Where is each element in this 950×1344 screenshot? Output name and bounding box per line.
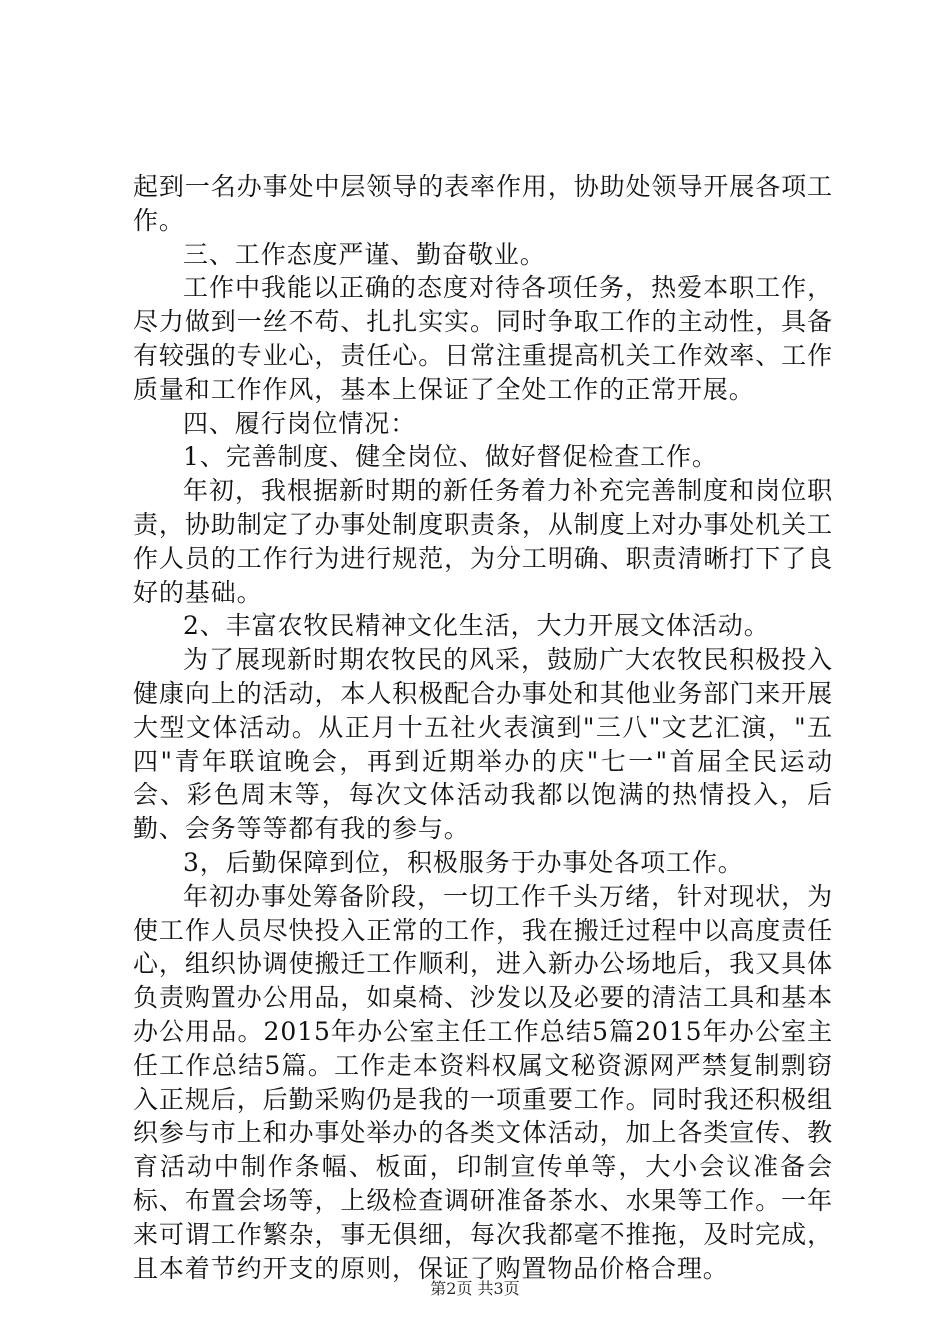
paragraph-8: 为了展现新时期农牧民的风采，鼓励广大农牧民积极投入健康向上的活动，本人积极配合办事处和其他业务部门来开展大型文体活动。从正月十五社火表演到"三八"文艺汇演，"五四"青年联谊晚会，再到近期举办的庆"七一"首届全民运动会、彩色周末等，每次文体活动我都以饱满的热情投入，后勤、会务等等都有我的参与。 <box>133 645 833 844</box>
paragraph-7-subheading: 2、丰富农牧民精神文化生活，大力开展文体活动。 <box>183 611 770 641</box>
paragraph-4-heading: 四、履行岗位情况： <box>183 408 417 438</box>
paragraph-9-subheading: 3，后勤保障到位，积极服务于办事处各项工作。 <box>183 847 744 877</box>
paragraph-2-heading: 三、工作态度严谨、勤奋敬业。 <box>183 239 546 269</box>
paragraph-3: 工作中我能以正确的态度对待各项任务，热爱本职工作，尽力做到一丝不苟、扎扎实实。同时争取工作的主动性，具备有较强的专业心，责任心。日常注重提高机关工作效率、工作质量和工作作风，基本上保证了全处工作的正常开展。 <box>133 273 833 404</box>
document-body <box>133 170 833 1285</box>
page-number-footer: 第2页 共3页 <box>430 1279 520 1298</box>
paragraph-10: 年初办事处筹备阶段，一切工作千头万绪，针对现状，为使工作人员尽快投入正常的工作，我在搬迁过程中以高度责任心，组织协调使搬迁工作顺利，进入新办公场地后，我又具体负责购置办公用品，如桌椅、沙发以及必要的清洁工具和基本办公用品。2015年办公室主任工作总结5篇2015年办公室主任工作总结5篇。工作走本资料权属文秘资源网严禁复制剽窃入正规后，后勤采购仍是我的一项重要工作。同时我还积极组织参与市上和办事处举办的各类文体活动，加上各类宣传、教育活动中制作条幅、板面，印制宣传单等，大小会议准备会标、布置会场等，上级检查调研准备茶水、水果等工作。一年来可谓工作繁杂，事无俱细，每次我都毫不推拖，及时完成，且本着节约开支的原则，保证了购置物品价格合理。 <box>133 881 833 1283</box>
paragraph-6: 年初，我根据新时期的新任务着力补充完善制度和岗位职责，协助制定了办事处制度职责条，从制度上对办事处机关工作人员的工作行为进行规范，为分工明确、职责清晰打下了良好的基础。 <box>133 476 833 607</box>
paragraph-5-subheading: 1、完善制度、健全岗位、做好督促检查工作。 <box>183 442 718 472</box>
paragraph-1: 起到一名办事处中层领导的表率作用，协助处领导开展各项工作。 <box>133 172 833 235</box>
